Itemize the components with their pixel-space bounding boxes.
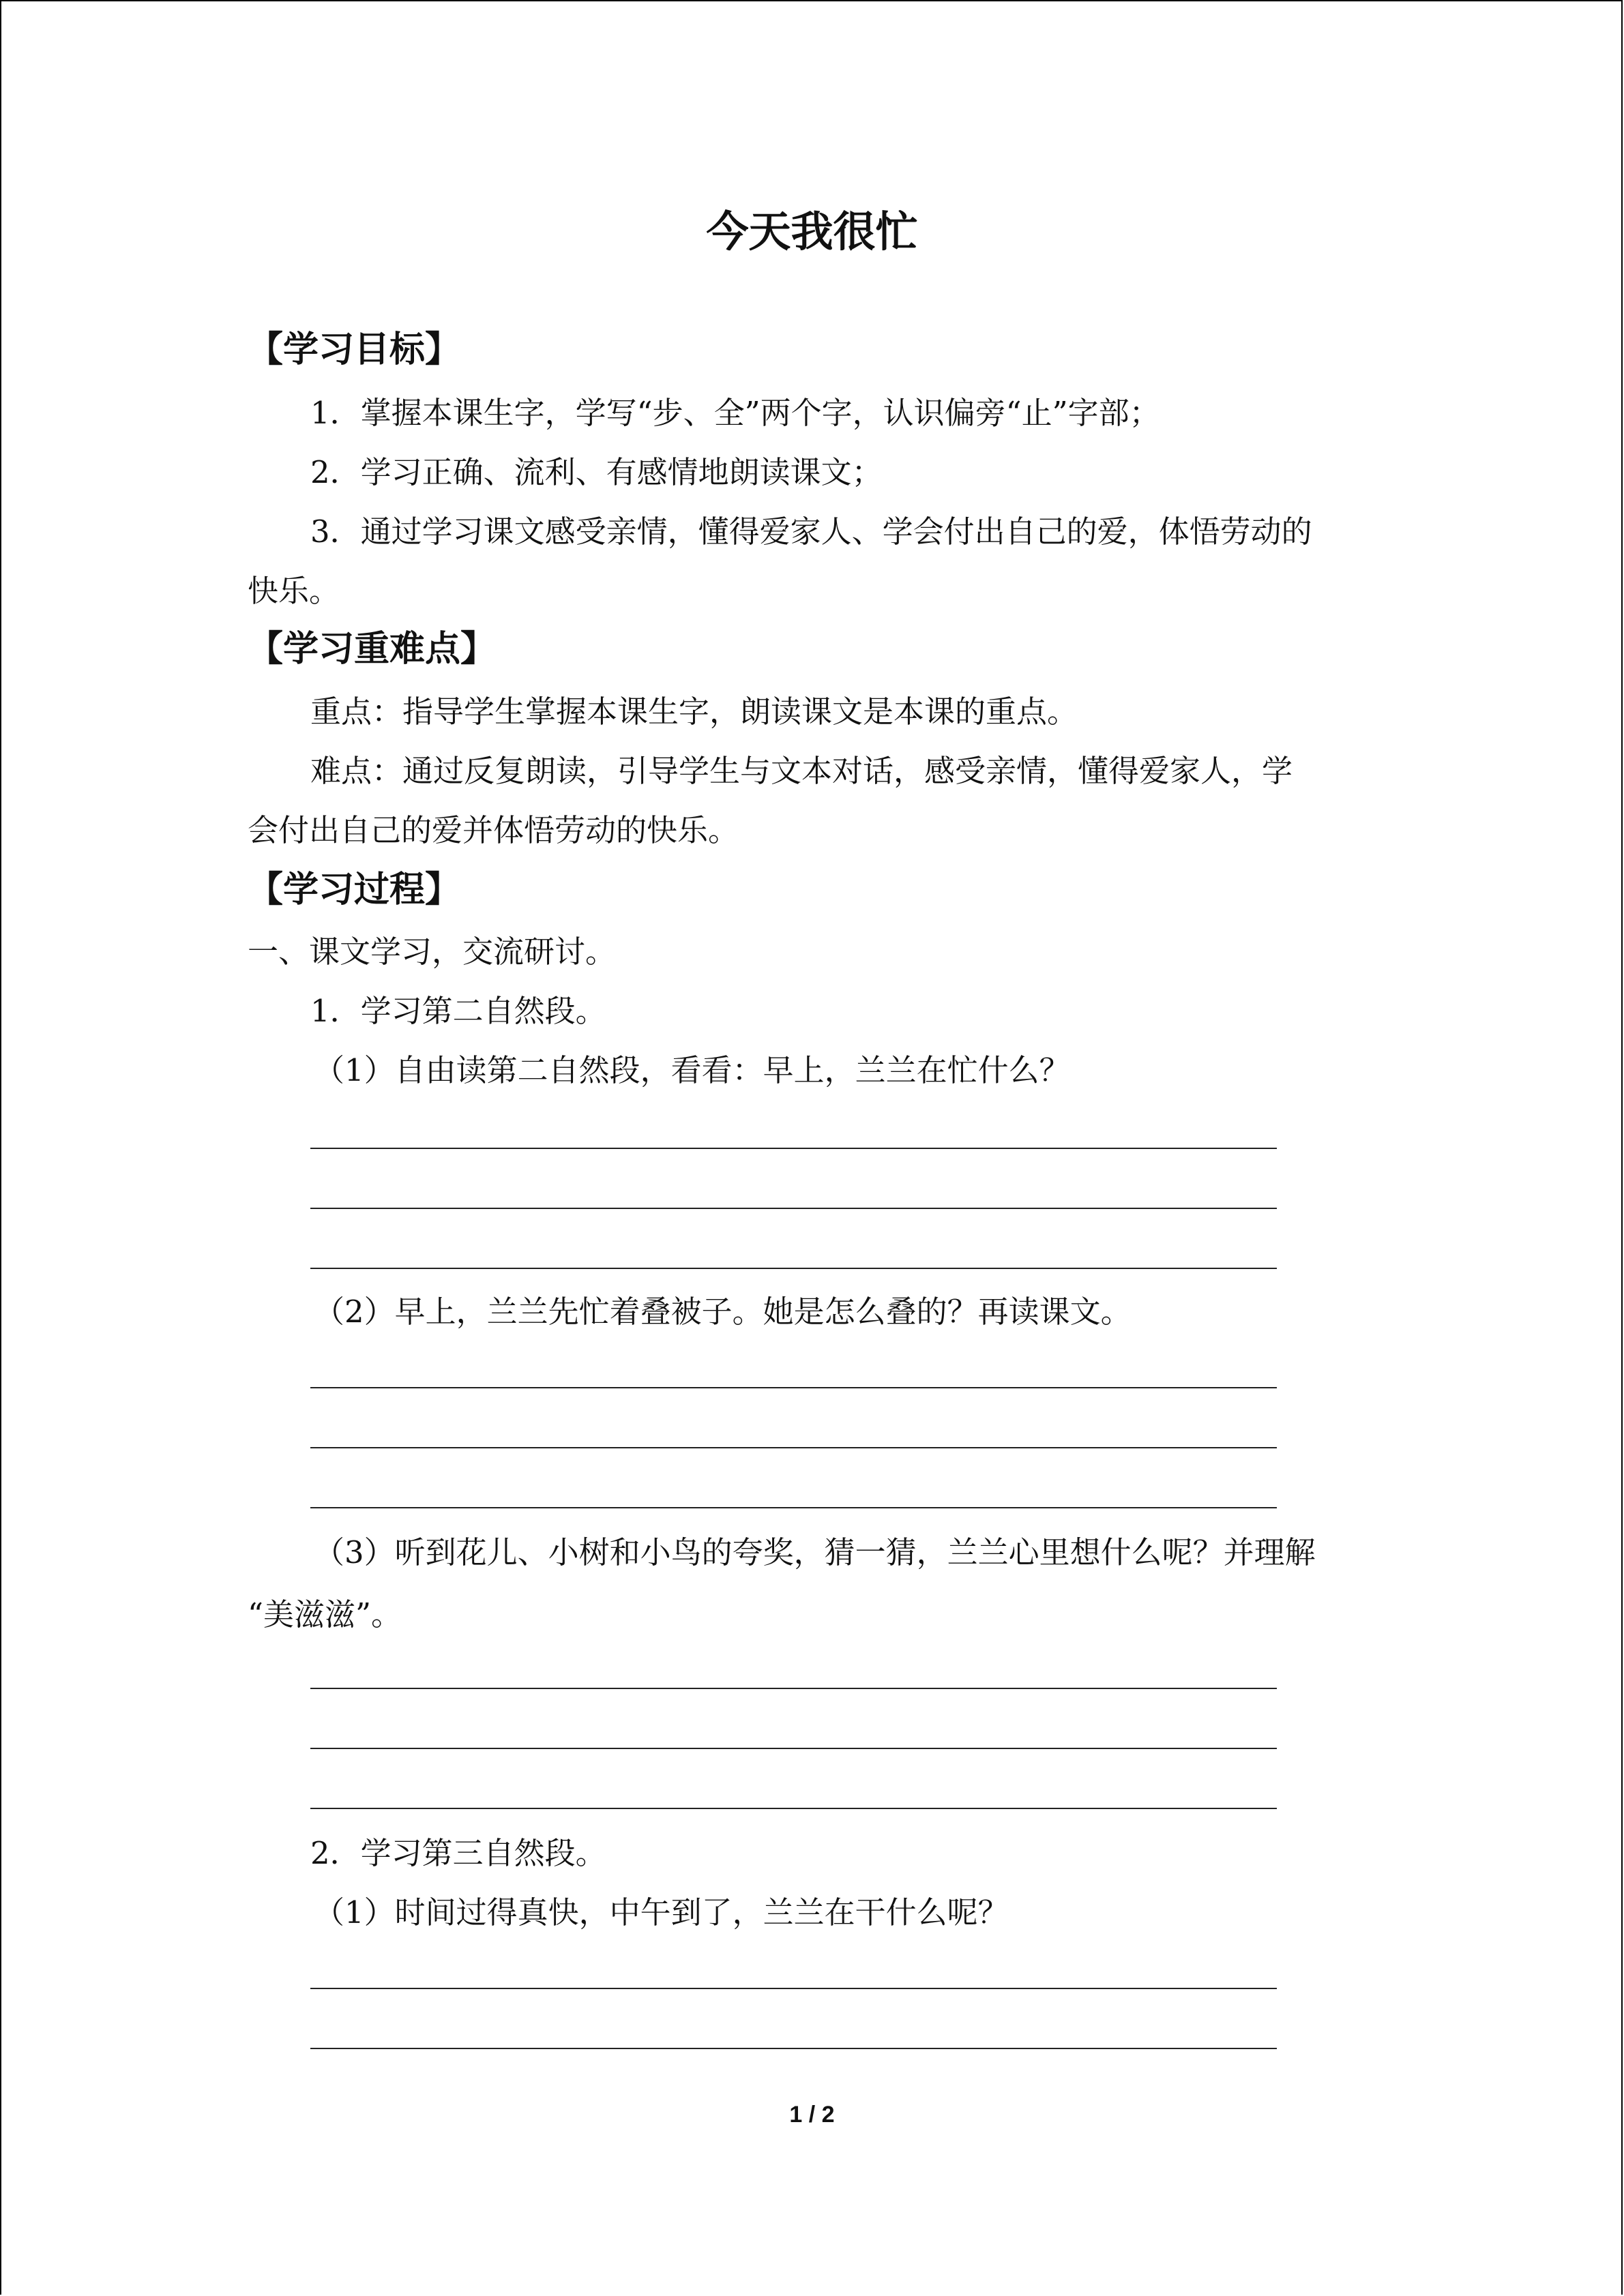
keypoint-focus: 重点：指导学生掌握本课生字，朗读课文是本课的重点。 (310, 694, 1078, 730)
answer-line[interactable] (310, 1688, 1277, 1689)
question-4: （1）时间过得真快，中午到了，兰兰在干什么呢？ (314, 1894, 1009, 1930)
question-2: （2）早上，兰兰先忙着叠被子。她是怎么叠的？再读课文。 (314, 1294, 1132, 1330)
answer-line[interactable] (310, 1988, 1277, 1989)
answer-line[interactable] (310, 1208, 1277, 1209)
answer-line[interactable] (310, 1447, 1277, 1448)
keypoint-difficulty-cont: 会付出自己的爱并体悟劳动的快乐。 (248, 812, 739, 848)
process-heading: 【学习过程】 (248, 869, 461, 910)
goal-item-3-cont: 快乐。 (248, 573, 340, 609)
question-1: （1）自由读第二自然段，看看：早上，兰兰在忙什么？ (314, 1052, 1070, 1088)
keypoint-difficulty: 难点：通过反复朗读，引导学生与文本对话，感受亲情，懂得爱家人，学 (310, 753, 1293, 789)
answer-line[interactable] (310, 1268, 1277, 1269)
keypoints-heading: 【学习重难点】 (248, 629, 497, 670)
goal-item-2: 2．学习正确、流利、有感情地朗读课文； (310, 454, 883, 490)
answer-line[interactable] (310, 1507, 1277, 1508)
goal-item-3: 3．通过学习课文感受亲情，懂得爱家人、学会付出自己的爱，体悟劳动的 (310, 513, 1312, 550)
page-number: 1 / 2 (789, 2102, 835, 2128)
process-step-2: 2．学习第三自然段。 (310, 1835, 606, 1871)
page-title: 今天我很忙 (706, 207, 918, 256)
answer-line[interactable] (310, 1808, 1277, 1809)
process-step-1: 1．学习第二自然段。 (310, 993, 606, 1029)
process-part-1: 一、课文学习，交流研讨。 (248, 934, 617, 970)
goals-heading: 【学习目标】 (248, 329, 461, 370)
answer-line[interactable] (310, 1148, 1277, 1149)
answer-line[interactable] (310, 2048, 1277, 2049)
answer-line[interactable] (310, 1387, 1277, 1388)
answer-line[interactable] (310, 1748, 1277, 1749)
question-3: （3）听到花儿、小树和小鸟的夸奖，猜一猜，兰兰心里想什么呢？并理解 (314, 1534, 1316, 1570)
question-3-cont: “美滋滋”。 (248, 1596, 402, 1632)
goal-item-1: 1．掌握本课生字，学写“步、全”两个字，认识偏旁“止”字部； (310, 395, 1160, 431)
